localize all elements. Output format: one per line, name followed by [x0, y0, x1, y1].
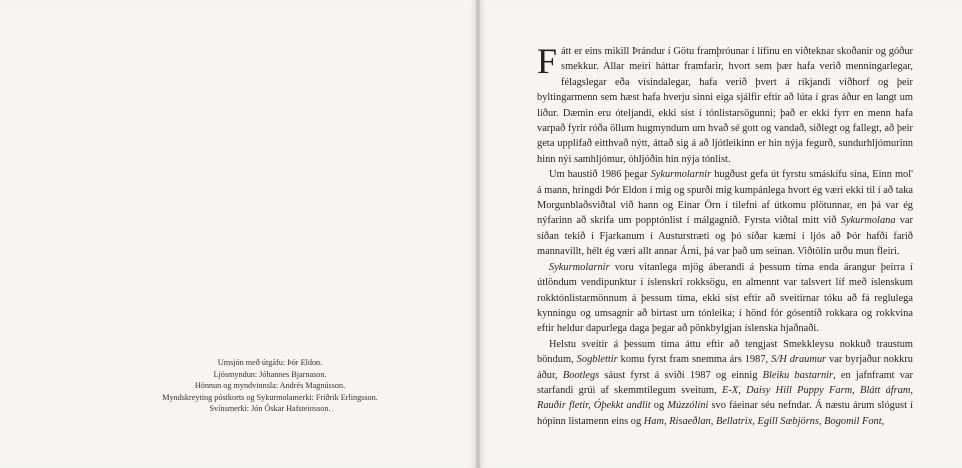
band-name: Sykurmolana: [840, 215, 896, 227]
left-page: [0, 0, 476, 468]
credit-line: Myndskreyting póstkorts og Sykurmolamerki: Friðrik Erlingsson.: [162, 392, 378, 402]
paragraph-text: var síðan tekið í Fjarkanum í Austurstræti og þó síðar kæmi í ljós að Þór hafði farið mannavillt, hélt ég væri allt annar Árni, þá var það um seinan. Viðtölin urðu mun fleiri.: [537, 215, 913, 258]
band-name: Sykurmolarnir: [549, 261, 610, 273]
drop-cap: F: [537, 41, 558, 81]
band-name: Múzzólíni: [667, 400, 709, 412]
paragraph-text: Helstu sveitir á þessum tíma áttu eftir að tengjast Smekkleysu nokkuð traustum böndum,: [537, 338, 913, 366]
band-name: Bleiku bastarnir: [762, 369, 834, 381]
credit-line: Svínsmerki: Jón Óskar Hafsteinsson.: [209, 404, 331, 414]
paragraph-text: átt er eins mikill Þrándur í Götu framþróunar í lífinu en viðteknar skoðanir og góður smekkur. Allar meiri háttar framfarir, hvort sem þær hafa verið menningarlegar, félagslegar eða vísindalegar, hafa verið þvert á ríkjandi viðhorf og þeir byltingarmenn sem hæst hafa hverju sinni eiga sjálfir eftir að lúta í gras áður en langt um líður. Dæmin eru óteljandi, ekki síst í tónlistarsögunni; það er ekki fyrr en menn hafa varpað fyrir róða öllum hugmyndum um hvað sé gott og vandað, siðlegt og fallegt, að þeir geta upplifað eitthvað nýtt, áttað sig á að ljótleikinn er hin nýja fegurð, sundurhljómurinn hinn nýi samhljómur, óhljóðin hin nýja tónlist.: [537, 46, 913, 165]
credit-line: Ljósmyndun: Jóhannes Bjarnason.: [213, 369, 327, 379]
credits-block: [150, 357, 390, 415]
band-name: Sogblettir: [576, 354, 618, 366]
band-name: Sykurmolarnir: [650, 169, 712, 181]
paragraph-text: komu fyrst fram snemma árs 1987,: [617, 354, 772, 366]
paragraph-text: og: [650, 400, 668, 412]
band-name: Ham, Risaeðlan, Bellatrix, Egill Sæbjörns, Bogomil Font,: [643, 415, 885, 427]
paragraph-text: hugðust gefa út fyrstu smáskífu sína, Einn mol' á mann, hringdi Þór Eldon í mig og spurði mig kumpánlega hvort ég væri ekki til í að taka Morgunblaðsviðtal við hann og Einar Örn í tilefni af útkomu plötunnar, en þá var ég nýfarinn að skrifa um popptónlist í málgagnið. Fyrsta viðtal mitt við: [537, 169, 913, 227]
paragraph-text: var byrjaður nokkru áður,: [537, 354, 914, 381]
paragraph-text: voru vitanlega mjög áberandi á þessum tíma enda árangur þeirra í útlöndum vendipunktur í íslenskri rokksögu, en almennt var talsvert líf með íslenskum rokktónlistarmönnum á þessum tíma, ekki síst eftir að sveitirnar tóku að fá reglulega kynningu og umsagnir að birtast um tónleika; í hönd fór gósentíð rokkara og rokkvina eftir heldur dapurlega daga þegar að pönkbylgjan íslenska hjaðnaði.: [537, 261, 913, 335]
credit-line: Umsjón með útgáfu: Þór Eldon.: [217, 358, 323, 367]
band-name: E-X, Daisy Hill Puppy Farm, Blátt áfram, Rauðir fletir, Óþekkt andlit: [537, 384, 913, 412]
paragraph-text: sáust fyrst á sviði 1987 og einnig: [599, 369, 763, 381]
credit-line: Hönnun og myndvinnsla: Andrés Magnússon.: [194, 381, 346, 391]
paragraph-1: [537, 41, 913, 167]
paragraph-4: [537, 337, 913, 429]
paragraph-text: , en jafnframt var starfandi grúi af skemmtilegum sveitum,: [537, 369, 914, 396]
band-name: Bootlegs: [562, 369, 600, 381]
paragraph-text: svo fáeinar séu nefndar. Á næstu árum slógust í hópinn listamenn eins og: [537, 400, 914, 427]
paragraph-3: [537, 260, 913, 337]
article-text: [537, 41, 914, 429]
paragraph-text: Um haustið 1986 þegar: [549, 169, 651, 181]
paragraph-2: [537, 167, 913, 259]
band-name: S/H draumur: [771, 354, 827, 366]
